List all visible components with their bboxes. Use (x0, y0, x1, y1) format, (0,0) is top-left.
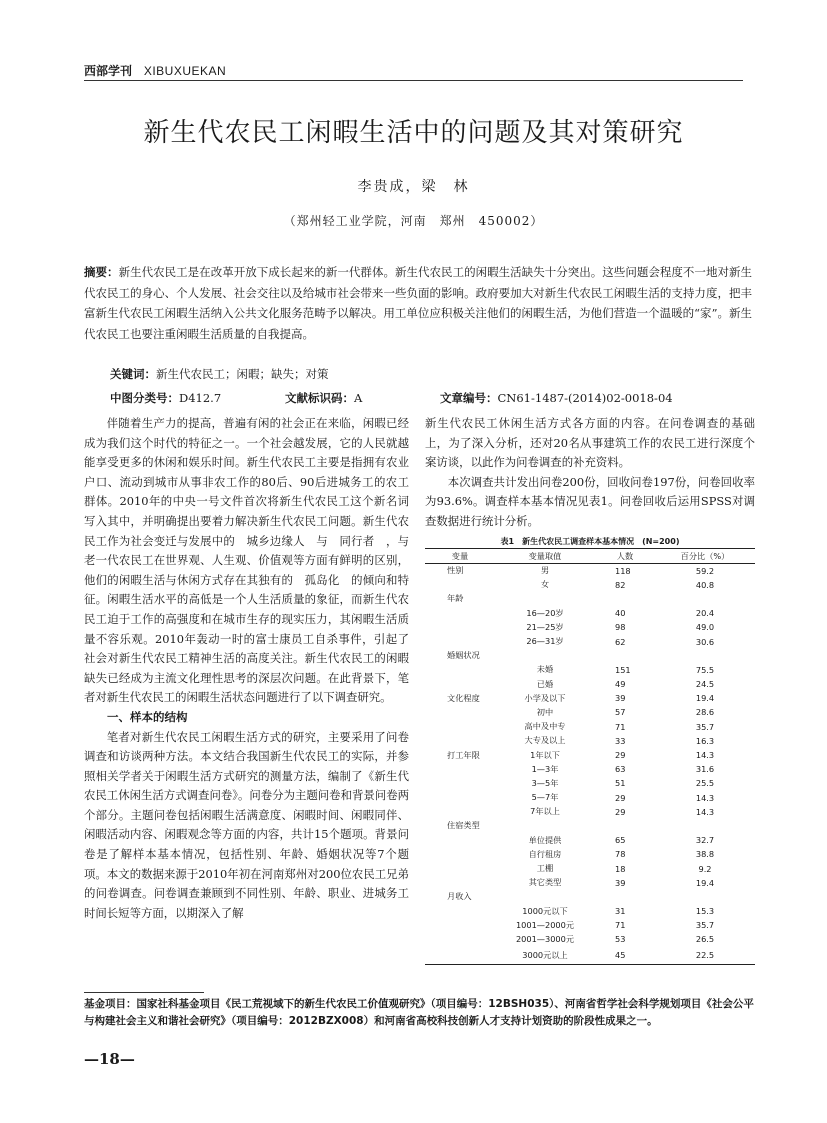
table-cell (495, 592, 595, 606)
table-cell: 年龄 (447, 593, 464, 604)
table-cell: 19.4 (695, 877, 715, 888)
table-cell: 28.6 (695, 707, 715, 718)
funding-note: 基金项目：国家社科基金项目《民工荒视域下的新生代农民工价值观研究》（项目编号：12BSH035）、河南省哲学社会科学规划项目《社会公平与构建社会主义和谐社会研究》（项目编号：2012BZX008）和河南省高校科技创新人才支持计划资助的阶段性成果之一。 (84, 998, 754, 1027)
table-cell: 63 (615, 764, 626, 775)
doc-value: A (354, 391, 363, 405)
table-cell (595, 819, 655, 833)
table-cell: 25.5 (695, 778, 715, 789)
table-row (425, 734, 755, 748)
table-cell: 初中 (536, 706, 554, 717)
table-cell (595, 890, 655, 904)
table-row (425, 663, 755, 677)
table-cell: 工棚 (536, 863, 554, 874)
table-cell: 38.8 (695, 849, 715, 860)
table-row (425, 819, 755, 833)
table-cell (495, 890, 595, 904)
table-cell (425, 833, 495, 847)
table-cell (425, 663, 495, 677)
table-cell (425, 791, 495, 805)
table-cell: 30.6 (695, 636, 715, 647)
table-cell: 59.2 (695, 565, 715, 576)
art-value: CN61-1487-(2014)02-0018-04 (497, 391, 673, 405)
table-cell: 打工年限 (447, 749, 480, 760)
table-cell: 35.7 (695, 721, 715, 732)
table-row (425, 691, 755, 705)
affiliation: （郑州轻工业学院，河南 郑州 450002） (283, 214, 544, 228)
table-cell: 40.8 (695, 579, 715, 590)
table-cell: 151 (615, 664, 631, 675)
table-cell: 49 (615, 679, 626, 690)
table-cell: 29 (615, 750, 626, 761)
table-cell: 性别 (447, 565, 464, 576)
table-cell (425, 805, 495, 819)
table-cell: 女 (540, 579, 550, 590)
table-cell: 单位提供 (528, 834, 562, 845)
table-row (425, 932, 755, 946)
keywords (110, 366, 329, 382)
table-row (425, 592, 755, 606)
table-cell: 39 (615, 693, 626, 704)
table-cell: 大专及以上 (524, 735, 566, 746)
table-cell: 24.5 (695, 679, 715, 690)
table-cell: 75.5 (695, 664, 715, 675)
table-cell: 16—20岁 (526, 607, 564, 618)
body-paragraph: 本次调查共计发出问卷200份，回收问卷197份，问卷回收率为93.6%。调查样本基本情况见表1。问卷回收后运用SPSS对调查数据进行统计分析。 (425, 474, 755, 528)
table-row (425, 649, 755, 663)
body-paragraph: 新生代农民工休闲生活方式各方面的内容。在问卷调查的基础上，为了深入分析，还对20名从事建筑工作的农民工进行深度个案访谈，以此作为问卷调查的补充资料。 (425, 416, 755, 470)
table-cell: 21—25岁 (526, 621, 564, 632)
table-cell (595, 592, 655, 606)
table-header-cell: 变量 (425, 549, 495, 564)
table-cell: 65 (615, 835, 626, 846)
table-row (425, 634, 755, 648)
body-paragraph: 笔者对新生代农民工闲暇生活方式的研究，主要采用了问卷调查和访谈两种方法。本文结合我国新生代农民工的实际，并参照相关学者关于闲暇生活方式研究的测量方法，编制了《新生代农民工休闲生活方式调查问卷》。问卷分为主题问卷和背景问卷两个部分。主题问卷包括闲暇生活满意度、闲暇时间、闲暇同伴、闲暇活动内容、闲暇观念等方面的内容，共计15个题项。背景问卷是了解样本基本情况，包括性别、年龄、婚姻状况等7个题项。本文的数据来源于2010年初在河南郑州对200位农民工兄弟的问卷调查。问卷调查兼顾到不同性别、年龄、职业、进城务工时间长短等方面，以期深入了解 (84, 729, 409, 920)
table-cell (425, 762, 495, 776)
table-cell: 14.3 (695, 792, 715, 803)
table-cell: 98 (615, 622, 626, 633)
table-cell: 其它类型 (528, 877, 562, 888)
table-cell: 26—31岁 (526, 636, 564, 647)
table-cell: 1—3年 (531, 763, 559, 774)
table-cell (425, 606, 495, 620)
table-cell: 19.4 (695, 693, 715, 704)
table-cell (655, 890, 755, 904)
table-row (425, 918, 755, 932)
right-column (425, 414, 755, 532)
table-cell: 9.2 (698, 863, 712, 874)
table-cell: 3000元以上 (495, 947, 595, 965)
article-title: 新生代农民工闲暇生活中的问题及其对策研究 (143, 118, 684, 148)
table-cell: 1001—2000元 (515, 919, 575, 930)
table-cell (425, 620, 495, 634)
keywords-label: 关键词： (110, 367, 156, 381)
table-cell (495, 819, 595, 833)
table-cell: 5—7年 (531, 792, 559, 803)
table-cell: 31 (615, 906, 626, 917)
body-paragraph: 伴随着生产力的提高，普遍有闲的社会正在来临，闲暇已经成为我们这个时代的特征之一。一个社会越发展，它的人民就越能享受更多的休闲和娱乐时间。新生代农民工主要是指拥有农业户口、流动到城市从事非农工作的80后、90后进城务工的农工群体。2010年的中央一号文件首次将新生代农民工这个新名词写入其中，并明确提出要着力解决新生代农民工问题。新生代农民工作为社会变迁与发展中的 城乡边缘人 与 同行者 ，与老一代农民工在世界观、人生观、价值观等方面有鲜明的区别，他们的闲暇生活与休闲方式存在其独有的 孤岛化 的倾向和特征。闲暇生活水平的高低是一个人生活质量的象征，而新生代农民工迫于工作的高强度和在城市生存的现实压力，其闲暇生活质量不容乐观。2010年轰动一时的富士康员工自杀事件，引起了社会对新生代农民工精神生活的高度关注。新生代农民工的闲暇缺失已经成为主流文化理性思考的深层次问题。在此背景下，笔者对新生代农民工的闲暇生活状态问题进行了以下调查研究。 (84, 416, 409, 705)
table-row (425, 805, 755, 819)
doc-label: 文献标识码： (285, 391, 354, 405)
table-cell: 39 (615, 877, 626, 888)
table-cell (425, 918, 495, 932)
table-cell: 78 (615, 849, 626, 860)
table-row (425, 833, 755, 847)
table-cell (425, 720, 495, 734)
table-cell (425, 677, 495, 691)
section-heading: 一、样本的结构 (107, 709, 188, 724)
table-cell: 16.3 (695, 735, 715, 746)
abstract-label: 摘要： (84, 265, 119, 279)
table-cell: 自行租房 (528, 848, 562, 859)
table-cell: 51 (615, 778, 626, 789)
table-cell (425, 904, 495, 918)
table-cell: 35.7 (695, 920, 715, 931)
table-cell: 1年以下 (530, 749, 560, 760)
table-row (425, 748, 755, 762)
table-row (425, 578, 755, 592)
table-cell: 月收入 (447, 891, 472, 902)
table-cell (655, 592, 755, 606)
table-row (425, 620, 755, 634)
table-cell: 62 (615, 636, 626, 647)
table-row (425, 791, 755, 805)
journal-header (84, 62, 226, 79)
table-cell: 29 (615, 806, 626, 817)
table-cell (595, 649, 655, 663)
table-cell (425, 876, 495, 890)
table-cell: 7年以上 (530, 806, 560, 817)
table-cell (425, 861, 495, 875)
table-header-cell: 百分比（%） (655, 549, 755, 564)
art-label: 文章编号： (440, 391, 498, 405)
table-cell: 29 (615, 792, 626, 803)
keywords-text: 新生代农民工；闲暇；缺失；对策 (156, 367, 329, 381)
table-cell: 40 (615, 608, 626, 619)
table-row (425, 606, 755, 620)
table-cell (425, 734, 495, 748)
table-cell: 3—5年 (531, 777, 559, 788)
table-cell: 小学及以下 (524, 692, 566, 703)
doc-code (285, 390, 362, 406)
table-cell (425, 947, 495, 965)
table-row (425, 876, 755, 890)
table-cell: 婚姻状况 (447, 650, 480, 661)
sample-table (425, 548, 755, 965)
table-cell: 20.4 (695, 608, 715, 619)
table-row (425, 947, 755, 965)
table-row (425, 705, 755, 719)
article-number (440, 390, 673, 406)
table-cell (495, 649, 595, 663)
table-cell: 14.3 (695, 806, 715, 817)
table-row (425, 677, 755, 691)
table-cell (425, 847, 495, 861)
header-rule (84, 80, 743, 81)
table-row (425, 861, 755, 875)
authors: 李贵成，梁 林 (357, 179, 470, 195)
journal-name-en: XIBUXUEKAN (143, 64, 227, 78)
journal-name: 西部学刊 (84, 64, 133, 78)
table-cell (655, 819, 755, 833)
table-cell: 已婚 (536, 678, 554, 689)
table-cell: 49.0 (695, 622, 715, 633)
table-cell: 53 (615, 934, 626, 945)
clc-code (110, 390, 221, 406)
table-cell: 文化程度 (447, 692, 480, 703)
table-caption: 表1 新生代农民工调查样本基本情况 (N=200) (500, 537, 680, 546)
table-row (425, 847, 755, 861)
table-row (425, 904, 755, 918)
table-cell (425, 578, 495, 592)
table-cell: 26.5 (695, 934, 715, 945)
clc-value: D412.7 (179, 391, 222, 405)
table-cell: 住宿类型 (447, 820, 480, 831)
table-row (425, 762, 755, 776)
table-cell: 71 (615, 721, 626, 732)
table-cell: 2001—3000元 (515, 933, 575, 944)
table-row (425, 564, 755, 578)
table-cell: 14.3 (695, 750, 715, 761)
table-header-row (425, 549, 755, 564)
table-cell: 82 (615, 579, 626, 590)
page-number: —18— (84, 1050, 135, 1068)
table-header-cell: 变量取值 (495, 549, 595, 564)
table-cell: 18 (615, 863, 626, 874)
footnote-rule (84, 992, 204, 993)
table-cell: 71 (615, 920, 626, 931)
table-row (425, 720, 755, 734)
table-row (425, 890, 755, 904)
table-cell (425, 776, 495, 790)
table-cell (655, 649, 755, 663)
table-cell: 32.7 (695, 835, 715, 846)
table-header-cell: 人数 (595, 549, 655, 564)
table-cell: 男 (540, 565, 550, 576)
left-column (84, 414, 409, 923)
clc-label: 中图分类号： (110, 391, 179, 405)
table-cell: 15.3 (695, 906, 715, 917)
table-cell: 118 (615, 565, 631, 576)
table-cell: 高中及中专 (524, 721, 566, 732)
abstract (84, 262, 752, 344)
table-cell: 45 (595, 947, 655, 965)
abstract-text: 新生代农民工是在改革开放下成长起来的新一代群体。新生代农民工的闲暇生活缺失十分突出。这些问题会程度不一地对新生代农民工的身心、个人发展、社会交往以及给城市社会带来一些负面的影响。政府要加大对新生代农民工闲暇生活的支持力度，把丰富新生代农民工闲暇生活纳入公共文化服务范畴予以解决。用工单位应积极关注他们的闲暇生活，为他们营造一个温暖的“家”。新生代农民工也要注重闲暇生活质量的自我提高。 (84, 265, 753, 341)
table-cell: 57 (615, 707, 626, 718)
table-cell (425, 705, 495, 719)
table-row (425, 776, 755, 790)
table-cell: 22.5 (655, 947, 755, 965)
table-cell: 31.6 (695, 764, 715, 775)
table-cell (425, 634, 495, 648)
table-cell (425, 932, 495, 946)
table-cell: 1000元以下 (522, 905, 568, 916)
table-cell: 33 (615, 735, 626, 746)
table-cell: 未婚 (536, 664, 554, 675)
